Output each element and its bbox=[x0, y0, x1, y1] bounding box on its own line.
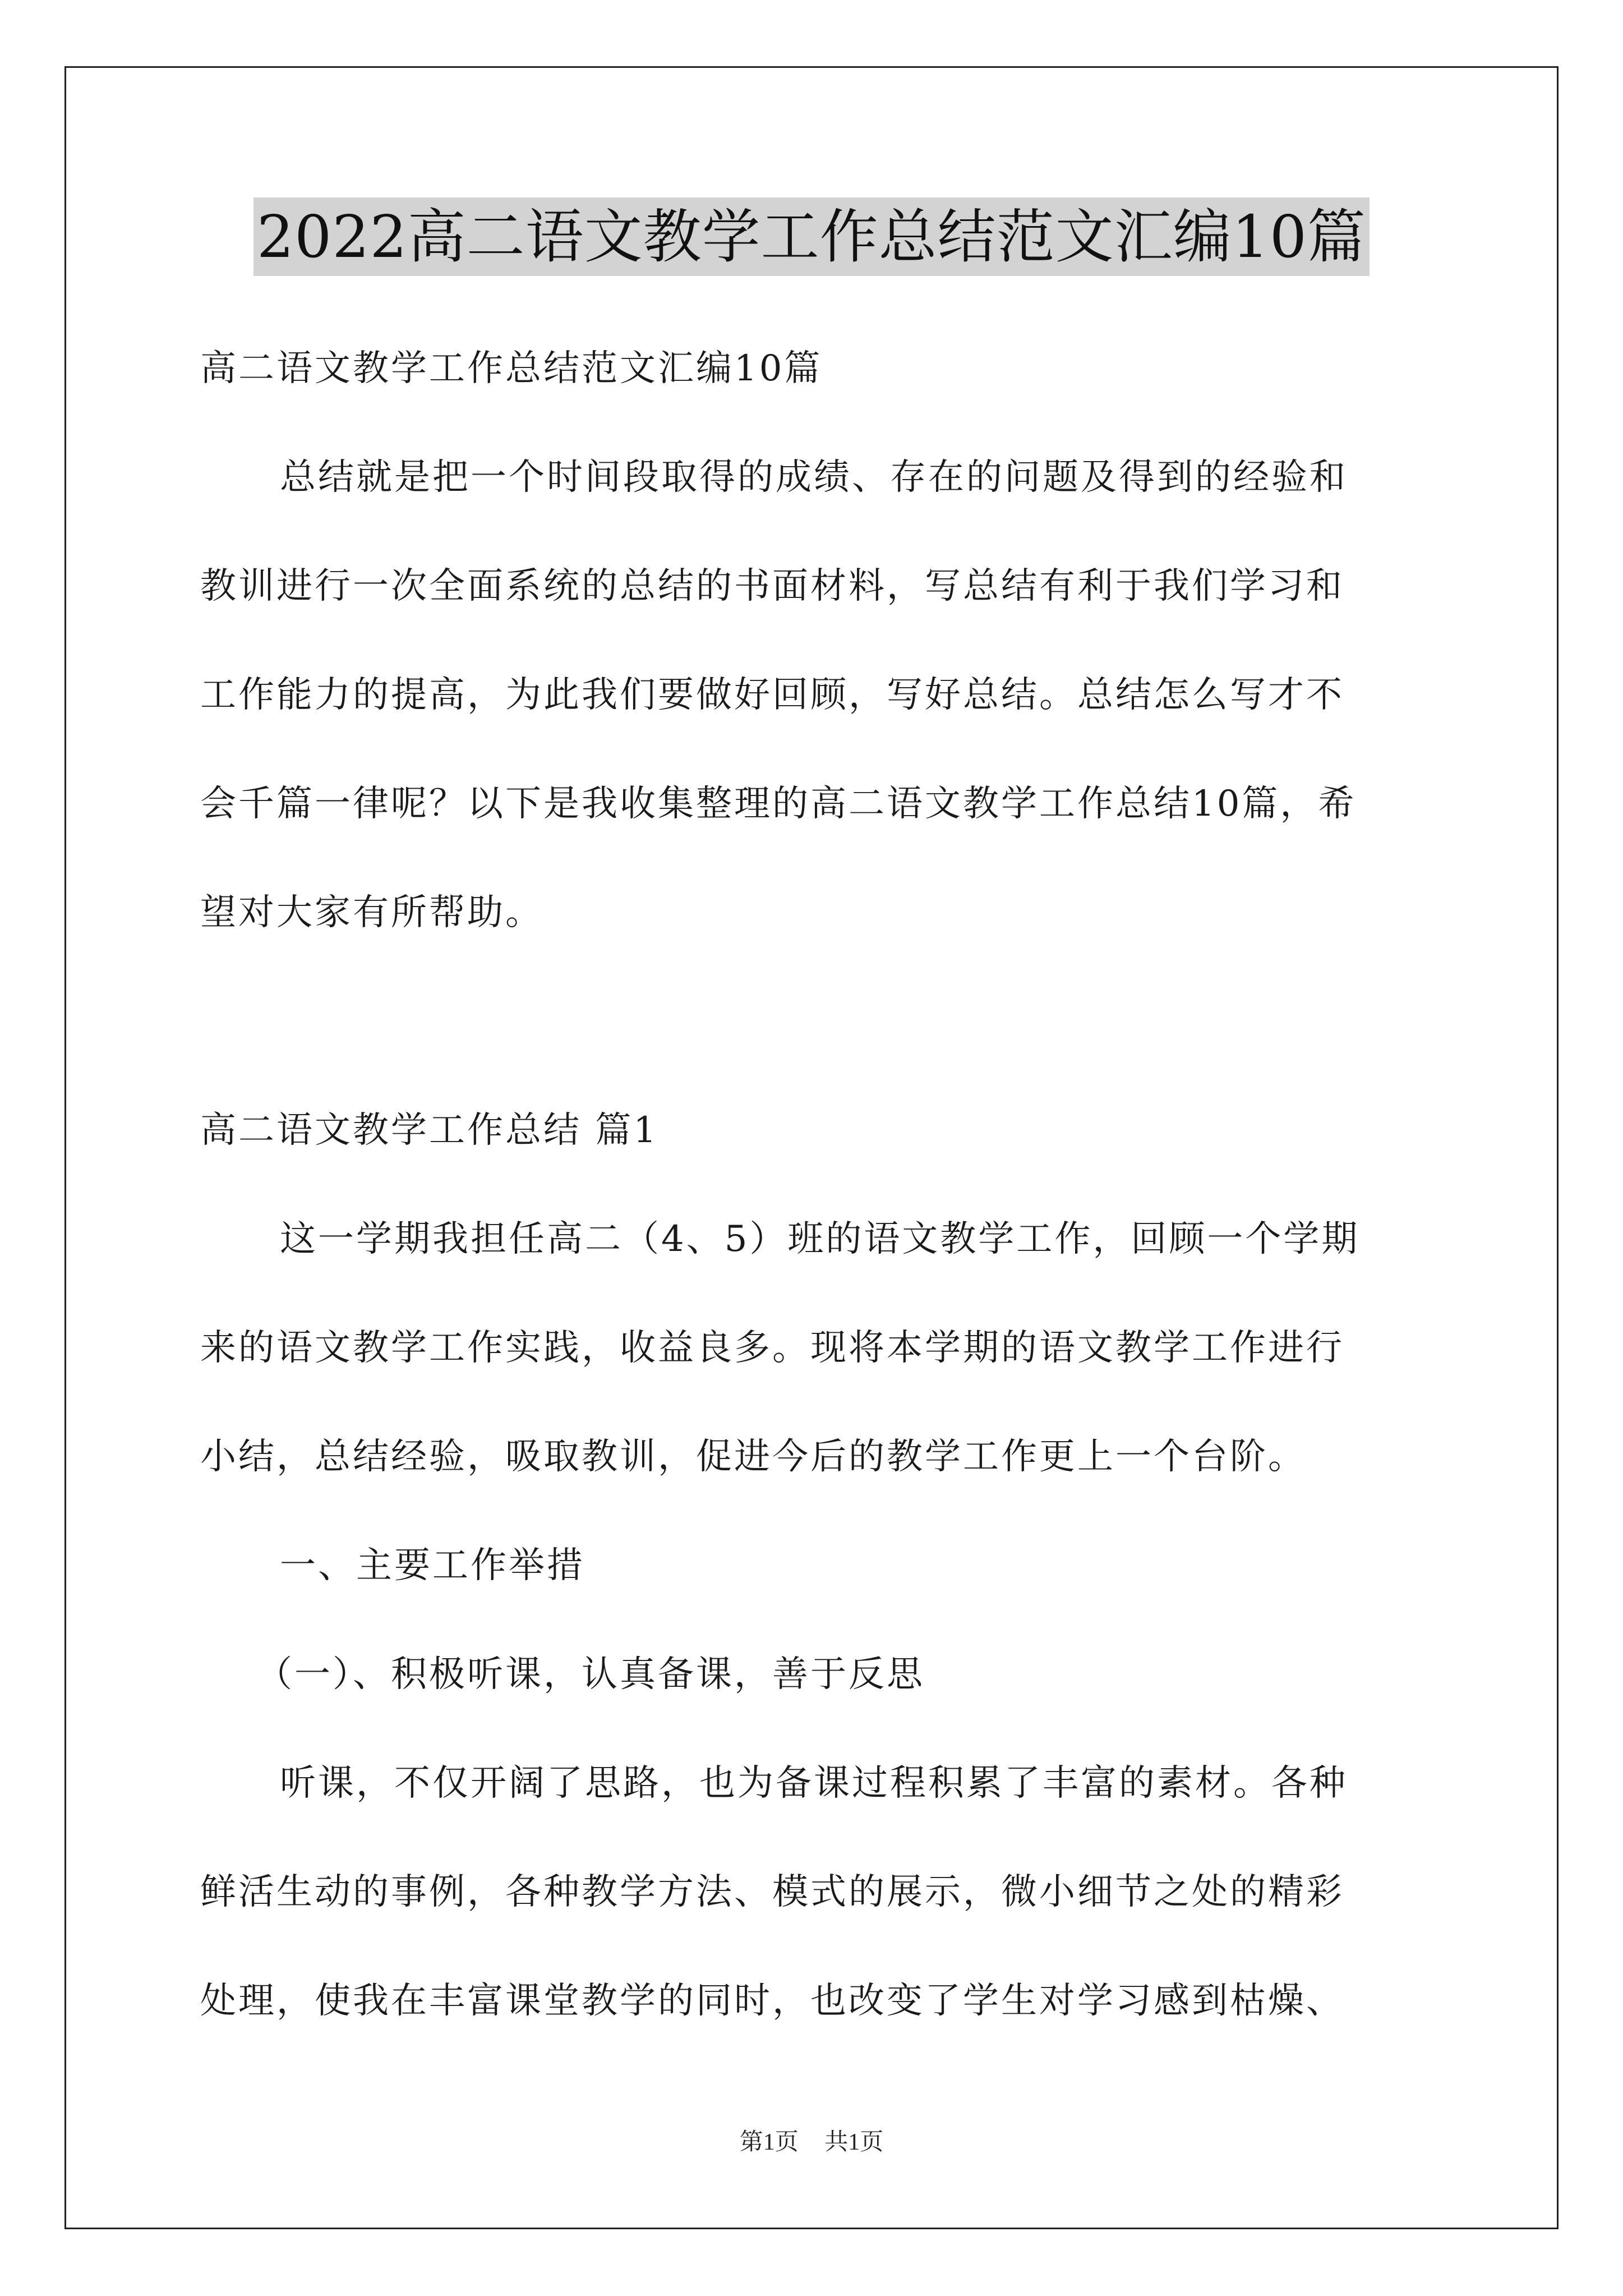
subtitle: 高二语文教学工作总结范文汇编10篇 bbox=[200, 348, 823, 389]
page-footer bbox=[0, 2123, 1623, 2157]
body-line: 鲜活生动的事例，各种教学方法、模式的展示，微小细节之处的精彩 bbox=[200, 1871, 1344, 1913]
heading-1: 一、主要工作举措 bbox=[280, 1545, 585, 1586]
intro-line: 总结就是把一个时间段取得的成绩、存在的问题及得到的经验和 bbox=[280, 457, 1348, 498]
document-body bbox=[200, 314, 1428, 2055]
intro-line: 教训进行一次全面系统的总结的书面材料，写总结有利于我们学习和 bbox=[200, 565, 1344, 607]
intro-line: 会千篇一律呢？以下是我收集整理的高二语文教学工作总结10篇，希 bbox=[200, 783, 1357, 825]
document-title: 2022高二语文教学工作总结范文汇编10篇 bbox=[253, 197, 1370, 276]
spacer bbox=[200, 967, 1428, 1076]
heading-2: （一）、积极听课，认真备课，善于反思 bbox=[256, 1654, 925, 1695]
intro-line: 工作能力的提高，为此我们要做好回顾，写好总结。总结怎么写才不 bbox=[200, 674, 1344, 716]
page-total: 共1页 bbox=[824, 2129, 884, 2155]
intro-line: 望对大家有所帮助。 bbox=[200, 892, 543, 933]
section-line: 来的语文教学工作实践，收益良多。现将本学期的语文教学工作进行 bbox=[200, 1327, 1344, 1369]
body-line: 听课，不仅开阔了思路，也为备课过程积累了丰富的素材。各种 bbox=[280, 1763, 1348, 1804]
title-wrap bbox=[0, 197, 1623, 276]
section-line: 这一学期我担任高二（4、5）班的语文教学工作，回顾一个学期 bbox=[280, 1218, 1360, 1260]
section-heading: 高二语文教学工作总结 篇1 bbox=[200, 1110, 659, 1151]
body-line: 处理，使我在丰富课堂教学的同时，也改变了学生对学习感到枯燥、 bbox=[200, 1980, 1344, 2022]
page-number: 第1页 bbox=[739, 2129, 799, 2155]
section-line: 小结，总结经验，吸取教训，促进今后的教学工作更上一个台阶。 bbox=[200, 1436, 1306, 1478]
